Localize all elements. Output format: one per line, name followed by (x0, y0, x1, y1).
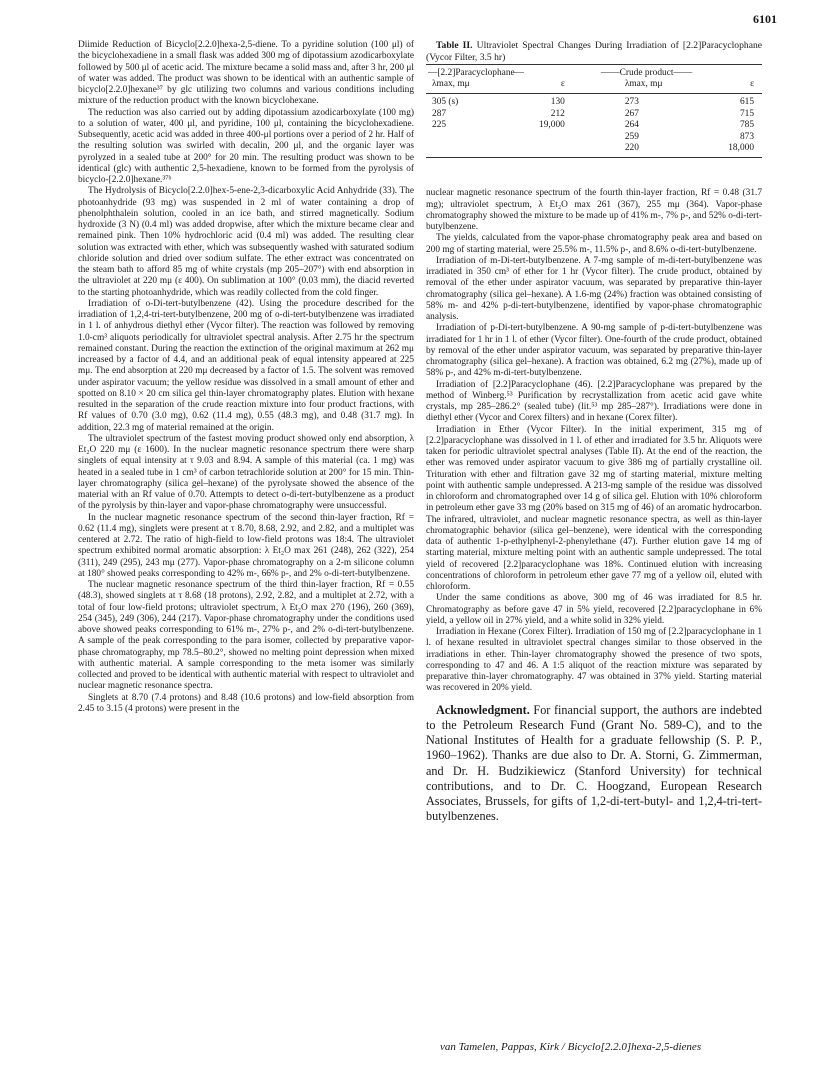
table-title (426, 40, 762, 64)
paragraph-irradiation-hexane: Irradiation in Hexane (Corex Filter). Irradiation of 150 mg of [2.2]paracyclophane in 1 l. of hexane resulted in ultraviolet spectral changes similar to those observed in the irradiations in ether. Thin-layer chromatography showed the presence of two spots, corresponding to 47 and 46. A 1:5 aliquot of the reaction mixture was separated by preparative thin-layer chromatography. 47 was obtained in 37% yield. Starting material was recovered in 20% yield. (426, 627, 762, 694)
table-group-crude: ——Crude product—— (599, 64, 762, 79)
table-spacer (426, 164, 762, 188)
table-cell: 273 (624, 97, 639, 108)
paragraph-irradiation-ether: Irradiation in Ether (Vycor Filter). In the initial experiment, 315 mg of [2.2]paracyclophane was dissolved in 1 l. of ether and irradiated for 3.5 hr. Aliquots were taken for periodic ultraviolet spectral analyses (Table II). At the end of the reaction, the ether was removed under aspirator vacuum to give 386 mg of partially crystalline oil. Trituration with ether and filtration gave 32 mg of starting material, mixture melting point with authentic sample undepressed. A 213-mg sample of the residue was dissolved in chloroform and chromatographed over 14 g of silica gel. Elution with 10% chloroform in petroleum ether gave 33 mg (20% based on 315 mg of 46) of an aromatic hydrocarbon. The infrared, ultraviolet, and nuclear magnetic resonance spectra, as well as thin-layer chromatographic behavior (silica gel–benzene), were identical with the corresponding data of authentic 1-p-ethylphenyl-2-phenylethane (47). Further elution gave 14 mg of starting material, mixture melting point with an authentic sample undepressed. The total yield of recovered [2.2]paracyclophane was 18%. Continued elution with increasing concentrations of chloroform in petroleum ether gave 77 mg of a yellow oil, eluted with chloroform. (426, 424, 763, 593)
paragraph-irradiation-para: Irradiation of p-Di-tert-butylbenzene. A 90-mg sample of p-di-tert-butylbenzene was irradiated for 1 hr in 1 l. of ether (Vycor filter). One-fourth of the crude product, obtained by removal of the ether under aspirator vacuum, was separated by preparative thin-layer chromatography (silica gel–hexane). A fraction was obtained, 6.2 mg (27%), made up of 58% p-, and 42% m-di-tert-butylbenzene. (426, 323, 762, 379)
table-header-wave-1: λmax, mμ (426, 79, 499, 94)
table-cell (426, 132, 499, 143)
table-group-paracyclophane: —[2.2]Paracyclophane— (426, 64, 599, 79)
table-cell: 259 (624, 131, 639, 142)
table-row (426, 120, 762, 131)
table-cell: 785 (739, 120, 754, 131)
table-cell: 715 (739, 108, 754, 119)
paragraph-uv-fastest: The ultraviolet spectrum of the fastest moving product showed only end absorption, λ Et₂O 220 mμ (ε 1600). In the nuclear magnetic resonance spectrum there were sharp singlets of equal intensity at τ 9.03 and 8.94. A sample of this material (ca. 1 mg) was heated in a sealed tube in 1 cm³ of carbon tetrachloride solution at 200° for 15 min. Thin-layer chromatography (silica gel–hexane) of the pyrolysate showed the absence of the material with an Rf value of 0.70. Attempts to detect o-di-tert-butylbenzene as a product of the pyrolysis by thin-layer and vapor-phase chromatography were unsuccessful. (78, 433, 414, 512)
table-header-eps-2: ε (704, 79, 762, 94)
paragraph-irradiation-ortho: Irradiation of o-Di-tert-butylbenzene (42). Using the procedure described for the irradiation of 1,2,4-tri-tert-butylbenzene, 200 mg of o-di-tert-butylbenzene was irradiated in 1 l. of anhydrous diethyl ether (Vycor filter). The reaction was followed by removing 1.0-cm³ aliquots periodically for ultraviolet spectral analysis. After 2.75 hr the spectrum remained constant. During the reaction the extinction of the original maximum at 262 mμ increased by a factor of 4.4, and an additional peak of equal intensity appeared at 225 mμ. The end absorption at 220 mμ decreased by a factor of 1.5. The solvent was removed under aspirator vacuum; the yellow residue was dissolved in a small amount of ether and spotted on 8.10 × 20 cm silica gel thin-layer chromatography plates. Elution with hexane resulted in the separation of the crude reaction mixture into four product fractions, with Rf values of 0.70 (3.0 mg), 0.62 (11.4 mg), 0.55 (48.3 mg), and 0.48 (31.7 mg). In addition, 22.3 mg of material remained at the origin. (78, 298, 414, 433)
table-row (426, 109, 762, 120)
table-row (426, 143, 762, 158)
table-cell (499, 132, 598, 143)
paragraph-irradiation-paracyclophane: Irradiation of [2.2]Paracyclophane (46). [2.2]Paracyclophane was prepared by the method of Winberg.⁵³ Purification by recrystallization from acetic acid gave white crystals, mp 285–286.2° (sealed tube) (lit.⁵³ mp 285–287°). Irradiations were done in diethyl ether (Vycor and Corex filters) and in hexane (Corex filter). (426, 379, 762, 424)
paragraph-nmr-fourth: nuclear magnetic resonance spectrum of the fourth thin-layer fraction, Rf = 0.48 (31.7 mg); ultraviolet spectrum, λ Et₂O max 261 (367), 255 mμ (364). Vapor-phase chromatography showed the mixture to be made up of 41% m-, 7% p-, and 52% o-di-tert-butylbenzene. (426, 188, 762, 233)
table-cell: 264 (624, 120, 639, 131)
uv-table (426, 64, 762, 159)
paragraph-diimide-reduction: Diimide Reduction of Bicyclo[2.2.0]hexa-2,5-diene. To a pyridine solution (100 μl) of the bicyclohexadiene in a small flask was added 300 mg of dipotassium azodicarboxylate followed by 500 μl of acetic acid. The mixture became a solid mass and, after 3 hr, 200 μl of water was added. The product was shown to be identical with an authentic sample of bicyclo[2.2.0]hexane³⁷ by glc utilizing two columns and various conditions including mixture of the reduction product with the known bicyclohexane. (78, 40, 414, 107)
acknowledgment (426, 703, 762, 825)
running-footer: van Tamelen, Pappas, Kirk / Bicyclo[2.2.0]hexa-2,5-dienes (440, 1041, 702, 1053)
paragraph-hydrolysis: The Hydrolysis of Bicyclo[2.2.0]hex-5-ene-2,3-dicarboxylic Acid Anhydride (33). The photoanhydride (93 mg) was suspended in 2 ml of water containing a drop of phenolphthalein solution, cooled in an ice bath, and stirred magnetically. Sodium hydroxide (3 N) (0.4 ml) was added dropwise, after which the mixture became clear and remained pink. Then 10% hydrochloric acid (0.4 ml) was added. The resulting clear solution was extracted with ether, which was subsequently washed with saturated sodium chloride solution and dried over sodium sulfate. The ether extract was concentrated on the steam bath to afford 85 mg of white crystals (mp 205–207°) with end absorption in the ultraviolet at 220 mμ (ε 400). On sublimation at 100° (0.03 mm), the diacid reverted to the starting photoanhydride, which was readily collected from the cold finger. (78, 186, 414, 298)
table-cell: 225 (432, 120, 447, 131)
table-cell: 212 (550, 108, 565, 119)
table-header-eps-1: ε (499, 79, 598, 94)
table-row (426, 94, 762, 109)
table-cell: 130 (550, 97, 565, 108)
table-cell: 19,000 (539, 120, 565, 131)
acknowledgment-heading: Acknowledgment. (436, 702, 530, 717)
table-cell (499, 143, 598, 158)
table-cell: 305 (s) (432, 97, 459, 108)
paragraph-same-conditions: Under the same conditions as above, 300 mg of 46 was irradiated for 8.5 hr. Chromatography as before gave 47 in 5% yield, recovered [2.2]paracyclophane in 6% yield, a yellow oil in 27% yield, and a white solid in 32% yield. (426, 593, 762, 626)
table-cell (426, 143, 499, 158)
table-header-wave-2: λmax, mμ (599, 79, 705, 94)
acknowledgment-body: For financial support, the authors are indebted to the Petroleum Research Fund (Grant No. 589-C), and to the National Institutes of Health for a graduate fellowship (S. P. P., 1960–1962). Thanks are due also to Dr. A. Storni, G. Zimmerman, and Dr. H. Budzikiewicz (Stanford University) for technical contributions, and to Dr. C. Hoogzand, European Research Associates, Brussels, for gifts of 1,2-di-tert-butyl- and 1,2,4-tri-tert-butylbenzenes. (426, 702, 762, 824)
table-cell: 873 (739, 131, 754, 142)
table-cell: 267 (624, 108, 639, 119)
table-label: Table II. (436, 40, 473, 51)
right-column (426, 40, 762, 824)
table-cell: 615 (739, 97, 754, 108)
table-cell: 18,000 (704, 143, 762, 158)
table-cell: 287 (432, 108, 447, 119)
paragraph-reduction-alt: The reduction was also carried out by adding dipotassium azodicarboxylate (100 mg) to a solution of water, 400 μl, and pyridine, 100 μl, containing the bicyclohexadiene. Subsequently, acetic acid was added in three 400-μl portions over a period of 2 hr. Half of the resulting solution was swirled with decalin, 200 μl, and the organic layer was pyrolyzed in a sealed tube at 200° for 20 min. The resulting product was shown to be identical (glc) with authentic 2,5-hexadiene, known to be formed from the pyrolysis of bicyclo-[2.2.0]hexane.³⁷ᵇ (78, 107, 415, 185)
paragraph-nmr-third: The nuclear magnetic resonance spectrum of the third thin-layer fraction, Rf = 0.55 (48.3), showed singlets at τ 8.68 (18 protons), 2.92, 2.82, and a multiplet at 2.72, with a total of four low-field protons; ultraviolet spectrum, λ Et₂O max 270 (196), 260 (369), 254 (345), 249 (306), 244 (217). Vapor-phase chromatography under the conditions used above showed peaks corresponding to 61% m-, 27% p-, and 2% o-di-tert-butylbenzene. A sample of the peak corresponding to the para isomer, collected by preparative vapor-phase chromatography, mp 78.5–80.2°, showed no melting point depression when mixed with authentic material. A sample corresponding to the meta isomer was similarly collected and proved to be identical with authentic material with respect to ultraviolet and nuclear magnetic resonance spectra. (78, 580, 414, 692)
paragraph-irradiation-meta: Irradiation of m-Di-tert-butylbenzene. A 7-mg sample of m-di-tert-butylbenzene was irradiated in 350 cm³ of ether for 1 hr (Vycor filter). The crude product, obtained by removal of the ether under aspirator vacuum, was separated by preparative thin-layer chromatography (silica gel–hexane). A 1.6-mg (24%) fraction was obtained consisting of 58% m- and 42% p-di-tert-butylbenzene, identified by vapor-phase chromatographic analysis. (426, 255, 762, 323)
table-caption: Ultraviolet Spectral Changes During Irradiation of [2.2]Paracyclophane (Vycor Filter, 3.5 hr) (426, 40, 763, 63)
table-row (426, 132, 762, 143)
page-number: 6101 (753, 12, 777, 26)
table-cell: 220 (599, 143, 705, 158)
left-column (78, 40, 414, 715)
paragraph-nmr-second: In the nuclear magnetic resonance spectrum of the second thin-layer fraction, Rf = 0.62 (11.4 mg), singlets were present at τ 8.70, 8.68, 2.92, and 2.82, and a multiplet was centered at 2.72. The ratio of high-field to low-field protons was 18:4. The ultraviolet spectrum exhibited normal aromatic absorption: λ Et₂O max 261 (248), 262 (322), 254 (311), 249 (295), 243 mμ (277). Vapor-phase chromatography on a 2-m silicone column at 180° showed peaks corresponding to 42% m-, 66% p-, and 2% o-di-tert-butylbenzene. (78, 512, 414, 579)
paragraph-yields: The yields, calculated from the vapor-phase chromatography peak area and based on 200 mg of starting material, were 25.5% m-, 11.5% p-, and 8.6% o-di-tert-butylbenzene. (426, 233, 762, 255)
paragraph-singlets: Singlets at 8.70 (7.4 protons) and 8.48 (10.6 protons) and low-field absorption from 2.45 to 3.15 (4 protons) were present in the (78, 692, 414, 714)
